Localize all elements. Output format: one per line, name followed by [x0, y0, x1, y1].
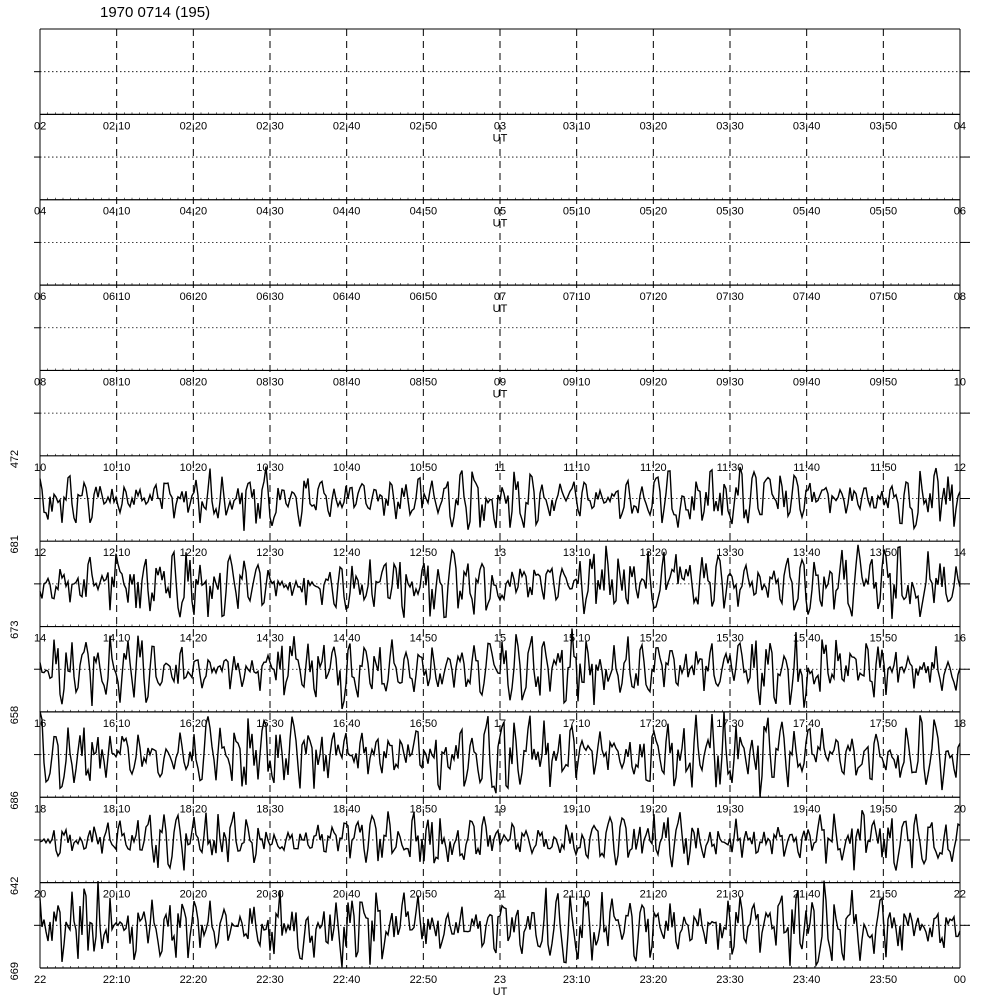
time-label: 02:50	[409, 120, 438, 133]
row-side-label: 642	[9, 876, 21, 895]
trace-row	[9, 545, 970, 639]
time-label: 20:20	[179, 888, 208, 901]
time-label: 12:20	[179, 547, 208, 560]
time-label-row	[34, 120, 966, 144]
time-label-row	[34, 974, 966, 998]
time-label: 05:50	[869, 205, 898, 218]
time-label: 05:40	[792, 205, 821, 218]
time-label: 20:30	[256, 888, 284, 901]
time-label: 16:50	[409, 717, 438, 730]
time-label: 23:40	[792, 974, 821, 986]
time-label: 11:30	[716, 461, 744, 474]
time-label: 13:40	[792, 547, 821, 560]
time-label: 06:50	[409, 291, 438, 304]
time-label: 10:40	[332, 461, 361, 474]
axis-unit-label: UT	[492, 303, 508, 316]
time-label: 11:20	[639, 461, 667, 474]
time-label: 02:10	[102, 120, 131, 133]
time-label: 08:20	[179, 376, 208, 389]
time-label: 05:30	[716, 205, 744, 218]
time-label-row	[34, 462, 966, 474]
time-label: 04	[953, 120, 966, 133]
time-label: 17:20	[639, 717, 668, 730]
time-label: 04:50	[409, 205, 438, 218]
row-side-label: 681	[9, 535, 21, 554]
time-label: 19:30	[716, 803, 744, 816]
time-label: 17:40	[792, 717, 821, 730]
time-label: 13	[493, 547, 507, 560]
time-label: 17:50	[869, 717, 898, 730]
time-label: 03:50	[869, 120, 898, 133]
time-label: 11	[494, 461, 506, 474]
time-label: 18	[953, 717, 966, 730]
time-label-row	[34, 633, 966, 645]
time-label-row	[34, 206, 966, 230]
time-label: 04	[34, 205, 47, 218]
time-label: 09	[493, 376, 507, 389]
time-label: 07:20	[639, 291, 668, 304]
time-label: 03:30	[716, 120, 744, 133]
time-label: 05:20	[639, 205, 668, 218]
time-label: 14:40	[332, 632, 361, 645]
time-label-row	[34, 803, 966, 815]
time-label: 19:50	[869, 803, 898, 816]
time-label: 23:20	[639, 974, 668, 986]
time-label: 05	[493, 205, 507, 218]
axis-unit-label: UT	[492, 986, 508, 998]
time-label: 15:30	[716, 632, 744, 645]
time-label: 16:40	[332, 717, 361, 730]
time-label: 23:30	[716, 974, 744, 986]
time-label: 21:20	[639, 888, 668, 901]
time-label: 06:30	[256, 291, 284, 304]
trace-row	[34, 328, 970, 371]
trace-row	[9, 810, 970, 895]
time-label: 21:30	[716, 888, 744, 901]
time-label: 15:10	[562, 632, 591, 645]
time-label: 22:20	[179, 974, 208, 986]
time-label: 02:20	[179, 120, 208, 133]
time-label: 03	[493, 120, 507, 133]
time-label: 23	[493, 974, 507, 986]
time-label: 22:30	[256, 974, 284, 986]
time-label: 20	[34, 888, 47, 901]
time-label: 20:40	[332, 888, 361, 901]
time-label: 04:30	[256, 205, 284, 218]
trace-row	[34, 72, 970, 115]
time-label-row	[34, 291, 966, 315]
time-label: 12:40	[332, 547, 361, 560]
time-label: 11:10	[563, 461, 591, 474]
trace-row	[9, 467, 970, 554]
time-label: 22:10	[102, 974, 131, 986]
time-label: 03:40	[792, 120, 821, 133]
time-label: 10:50	[409, 461, 438, 474]
time-label: 13:30	[716, 547, 744, 560]
time-label: 10	[953, 376, 966, 389]
time-label-row	[34, 376, 966, 400]
time-label: 08	[953, 291, 966, 304]
axis-unit-label: UT	[492, 132, 508, 145]
time-label: 06:20	[179, 291, 208, 304]
time-label: 21:50	[869, 888, 898, 901]
time-label: 10:30	[256, 461, 284, 474]
time-label: 02:30	[256, 120, 284, 133]
time-label: 07:40	[792, 291, 821, 304]
time-label: 14:30	[256, 632, 284, 645]
time-label: 02	[34, 120, 47, 133]
time-label-row	[34, 718, 966, 730]
time-label: 08	[34, 376, 47, 389]
time-label: 02:40	[332, 120, 361, 133]
time-label: 12:30	[256, 547, 284, 560]
time-label: 11:50	[869, 461, 897, 474]
time-label: 07:30	[716, 291, 744, 304]
time-label: 13:20	[639, 547, 668, 560]
time-label: 20:10	[102, 888, 131, 901]
time-label: 22:50	[409, 974, 438, 986]
time-label: 10:10	[102, 461, 131, 474]
time-label: 08:40	[332, 376, 361, 389]
time-label: 17:10	[562, 717, 591, 730]
time-label: 10:20	[179, 461, 208, 474]
time-label: 03:10	[562, 120, 591, 133]
time-label: 23:10	[562, 974, 591, 986]
time-label: 22	[34, 974, 47, 986]
row-side-label: 472	[9, 449, 21, 469]
time-label: 12	[953, 461, 966, 474]
time-label: 16:20	[179, 717, 208, 730]
time-label: 19:20	[639, 803, 668, 816]
time-label: 15	[493, 632, 507, 645]
time-label: 23:50	[869, 974, 898, 986]
time-label: 12	[34, 547, 47, 560]
time-label: 12:50	[409, 547, 438, 560]
time-label: 14:50	[409, 632, 438, 645]
time-label: 09:10	[562, 376, 591, 389]
trace-row	[9, 711, 970, 809]
time-label: 20:50	[409, 888, 438, 901]
row-side-label: 669	[9, 962, 21, 981]
trace-row	[9, 413, 970, 468]
time-label: 04:10	[102, 205, 131, 218]
time-label: 00	[953, 974, 966, 986]
time-label: 06:40	[332, 291, 361, 304]
time-label: 09:30	[716, 376, 744, 389]
row-side-label: 658	[9, 705, 21, 725]
time-label: 19:40	[792, 803, 821, 816]
time-label: 22:40	[332, 974, 361, 986]
time-label: 18:50	[409, 803, 438, 816]
time-label: 04:40	[332, 205, 361, 218]
time-label: 21:40	[792, 888, 821, 901]
trace-row	[9, 629, 970, 725]
trace-row	[34, 157, 970, 200]
time-label: 21	[493, 888, 507, 901]
time-label: 05:10	[562, 205, 591, 218]
time-label: 07:50	[869, 291, 898, 304]
time-label: 16	[34, 717, 47, 730]
time-label: 15:50	[869, 632, 898, 645]
time-label: 15:40	[792, 632, 821, 645]
time-label: 22	[953, 888, 966, 901]
time-label: 18:40	[332, 803, 361, 816]
time-label: 17:30	[716, 717, 744, 730]
row-side-label: 673	[9, 620, 21, 639]
time-label: 13:50	[869, 547, 898, 560]
time-label: 16:10	[102, 717, 131, 730]
time-label: 08:50	[409, 376, 438, 389]
time-label: 06	[953, 205, 966, 218]
time-label: 18:20	[179, 803, 208, 816]
time-label: 07:10	[562, 291, 591, 304]
time-label: 10	[34, 461, 47, 474]
row-side-label: 686	[9, 791, 21, 810]
time-label: 09:20	[639, 376, 668, 389]
time-label: 13:10	[562, 547, 591, 560]
time-label: 14:10	[102, 632, 131, 645]
time-label: 06:10	[102, 291, 131, 304]
time-label: 04:20	[179, 205, 208, 218]
time-label: 06	[34, 291, 47, 304]
time-label: 17	[493, 717, 507, 730]
axis-unit-label: UT	[492, 388, 508, 401]
time-label: 03:20	[639, 120, 668, 133]
time-label: 09:50	[869, 376, 898, 389]
axis-unit-label: UT	[492, 217, 508, 230]
time-label: 11:40	[793, 461, 821, 474]
time-label: 21:10	[562, 888, 591, 901]
time-label: 14	[953, 547, 966, 560]
chart-title: 1970 0714 (195)	[100, 4, 211, 21]
trace-row	[9, 881, 970, 981]
time-label: 20	[953, 803, 966, 816]
time-label: 08:10	[102, 376, 131, 389]
time-label: 18:10	[102, 803, 131, 816]
time-label: 18:30	[256, 803, 284, 816]
time-label: 15:20	[639, 632, 668, 645]
time-label: 16	[953, 632, 966, 645]
trace-row	[34, 242, 970, 285]
time-label: 19	[493, 803, 507, 816]
time-label: 19:10	[562, 803, 591, 816]
time-label: 07	[493, 291, 507, 304]
time-label: 18	[34, 803, 47, 816]
time-label: 12:10	[102, 547, 131, 560]
time-label: 09:40	[792, 376, 821, 389]
time-label: 14	[34, 632, 47, 645]
time-label: 16:30	[256, 717, 284, 730]
time-label: 14:20	[179, 632, 208, 645]
time-label: 08:30	[256, 376, 284, 389]
